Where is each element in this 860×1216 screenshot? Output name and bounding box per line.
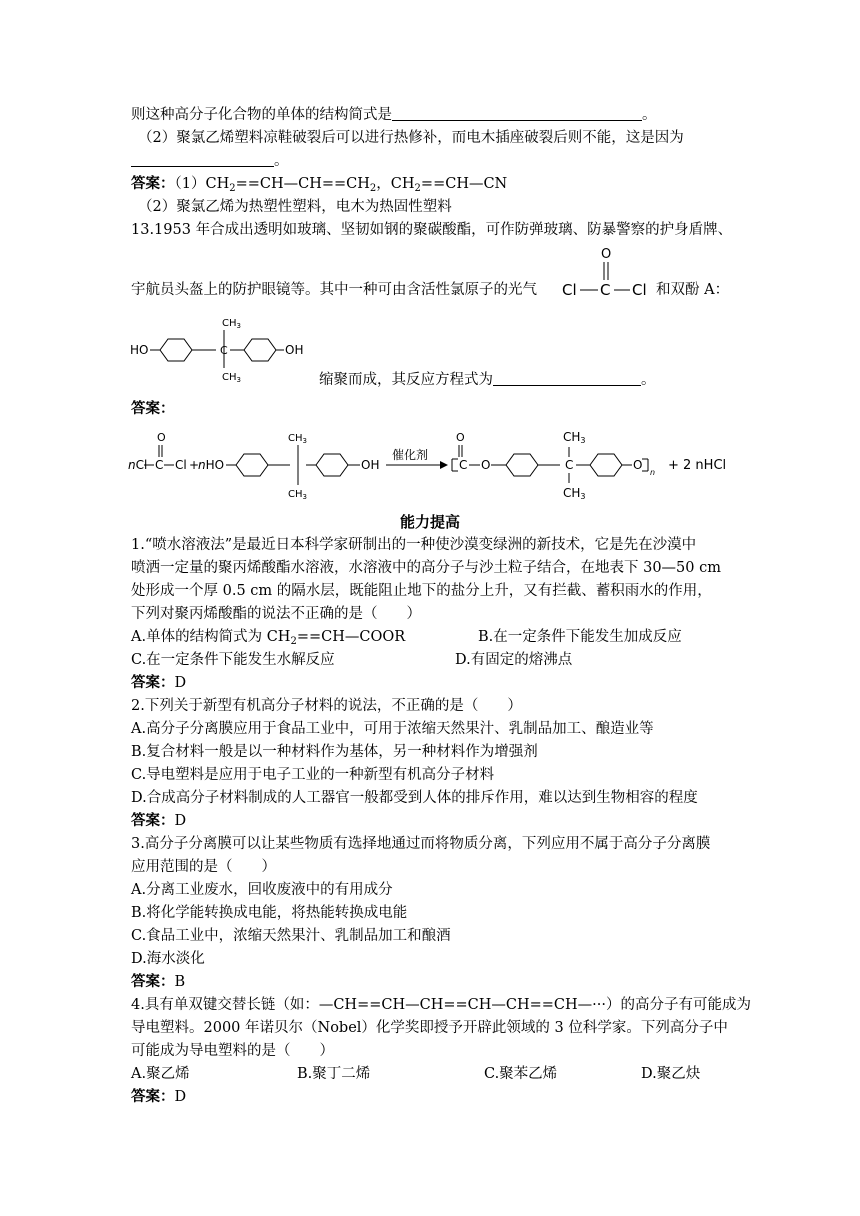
ch3-top: $CH_3$: [288, 433, 307, 445]
atom-ho: HO: [130, 343, 149, 357]
q13-answer-label: 答案：: [131, 400, 175, 417]
q4-option-b: B.聚丁二烯: [297, 1066, 371, 1082]
q2-option-c: C.导电塑料是应用于电子工业的一种新型有机高分子材料: [131, 767, 495, 783]
q1-answer: [131, 672, 186, 694]
atom-o: O: [157, 431, 166, 444]
q4-option-c: C.聚苯乙烯: [484, 1066, 558, 1082]
answer-blank: [392, 106, 642, 121]
benzene-ring: [590, 454, 622, 476]
q2-option-d: D.合成高分子材料制成的人工器官一般都受到人体的排斥作用，难以达到生物相容的程度: [131, 790, 698, 806]
atom-cl: Cl: [175, 458, 187, 472]
benzene-ring: [160, 339, 192, 361]
section-title: 能力提高: [399, 513, 460, 531]
atom-oh: OH: [285, 343, 304, 357]
benzene-ring: [316, 454, 348, 476]
q13-line3: [319, 369, 656, 391]
q4-line3: 可能成为导电塑料的是（ ）: [131, 1043, 334, 1059]
atom-o: O: [633, 458, 643, 472]
ans-seg: ==CH—CH==CH: [235, 176, 370, 192]
coef-n-ho: nHO: [198, 458, 225, 472]
opt-a-text: A.单体的结构简式为 CH: [131, 629, 291, 645]
q3-option-a: A.分离工业废水，回收废液中的有用成分: [131, 882, 393, 898]
q3-answer: [131, 971, 185, 993]
answer-label: 答案：: [131, 674, 175, 691]
q4-line1: 4.具有单双键交替长链（如：—CH==CH—CH==CH—CH==CH—···）的高分子有可能成为: [131, 997, 751, 1013]
q2-option-b: B.复合材料一般是以一种材料作为基体，另一种材料作为增强剂: [131, 744, 538, 760]
answer-label: 答案：: [131, 1088, 175, 1105]
plus-sign: +: [189, 458, 200, 472]
phosgene-structure: [560, 244, 660, 304]
q13-line3-end: 。: [641, 372, 656, 388]
atom-o: O: [481, 458, 491, 472]
q1-line2: 喷洒一定量的聚丙烯酸酯水溶液，水溶液中的高分子与沙土粒子结合，在地表下 30—50 cm: [131, 560, 721, 576]
q1-line4: 下列对聚丙烯酸酯的说法不正确的是（ ）: [131, 606, 421, 622]
atom-c: C: [565, 458, 574, 472]
benzene-ring: [506, 454, 538, 476]
q12-answer-line2: （2）聚氯乙烯为热塑性塑料，电木为热固性塑料: [138, 199, 452, 215]
q12-line3: [131, 150, 289, 172]
q4-line2: 导电塑料。2000 年诺贝尔（Nobel）化学奖即授予开辟此领域的 3 位科学家。下列高分子中: [131, 1020, 728, 1036]
q12-line1-text: 则这种高分子化合物的单体的结构简式是: [131, 107, 392, 123]
q1-option-b: B.在一定条件下能发生加成反应: [478, 629, 682, 645]
ch3-top: $CH_3$: [222, 318, 241, 330]
q12-line2: （2）聚氯乙烯塑料凉鞋破裂后可以进行热修补，而电木插座破裂后则不能，这是因为: [138, 130, 684, 146]
q12-line1-end: 。: [642, 107, 657, 123]
benzene-ring: [236, 454, 268, 476]
atom-oh: OH: [361, 458, 380, 472]
coef-n: nCl: [128, 458, 148, 472]
subscript: 2: [414, 183, 421, 194]
ch3-bottom: $CH_3$: [288, 489, 307, 501]
ch3-top: CH3: [563, 430, 586, 445]
q13-line2: [131, 279, 537, 301]
q3-line2: 应用范围的是（ ）: [131, 859, 276, 875]
q12-answer-line1: [131, 173, 507, 195]
answer-blank: [131, 152, 274, 167]
q13-line3-text: 缩聚而成，其反应方程式为: [319, 372, 493, 388]
ans-seg: ==CH—CN: [420, 176, 508, 192]
q4-option-a: A.聚乙烯: [131, 1066, 190, 1082]
atom-c: C: [155, 458, 164, 472]
subscript: 2: [229, 183, 236, 194]
q2-answer: [131, 810, 186, 832]
ch3-bottom: $CH_3$: [222, 372, 241, 384]
atom-c: C: [459, 458, 468, 472]
atom-cl: Cl: [632, 281, 647, 299]
q1-option-a: [131, 626, 405, 648]
atom-cl: Cl: [562, 281, 577, 299]
q12-line1: [131, 104, 657, 126]
polycarbonate-reaction-equation: [128, 425, 768, 505]
answer-label: 答案：: [131, 973, 175, 990]
opt-a-text: ==CH—COOR: [296, 629, 406, 645]
bisphenol-a-structure: [130, 310, 330, 390]
q13-line2-end: 和双酚 A：: [656, 282, 730, 298]
answer-label: 答案：: [131, 175, 175, 192]
answer-value: D: [174, 675, 187, 691]
q2-option-a: A.高分子分离膜应用于食品工业中，可用于浓缩天然果汁、乳制品加工、酿造业等: [131, 721, 654, 737]
q12-line3-end: 。: [274, 153, 289, 169]
hcl-product: + 2 nHCl: [668, 458, 727, 473]
q4-answer: [131, 1086, 186, 1108]
atom-o: O: [601, 247, 612, 262]
q13-line2-text: 宇航员头盔上的防护眼镜等。其中一种可由含活性氯原子的光气: [131, 282, 537, 298]
atom-c: C: [600, 281, 611, 299]
q1-option-c: C.在一定条件下能发生水解反应: [131, 652, 335, 668]
bracket-right: [642, 459, 648, 471]
arrow-head: [440, 461, 448, 469]
subscript: 2: [369, 183, 377, 194]
q3-line1: 3.高分子分离膜可以让某些物质有选择地通过而将物质分离，下列应用不属于高分子分离膜: [131, 836, 711, 852]
atom-c: C: [220, 344, 228, 357]
ch3-bottom: CH3: [563, 486, 586, 501]
q3-option-b: B.将化学能转换成电能，将热能转换成电能: [131, 905, 408, 921]
q1-line1: 1.“喷水溶液法”是最近日本科学家研制出的一种使沙漠变绿洲的新技术，它是先在沙漠中: [131, 537, 697, 553]
answer-value: B: [174, 974, 186, 990]
answer-value: D: [174, 1089, 187, 1105]
q2-stem: 2.下列关于新型有机高分子材料的说法，不正确的是（ ）: [131, 698, 522, 714]
q4-option-d: D.聚乙炔: [641, 1066, 701, 1082]
subscript-n: n: [650, 468, 656, 477]
q3-option-d: D.海水淡化: [131, 951, 205, 967]
answer-label: 答案：: [131, 812, 175, 829]
q3-option-c: C.食品工业中，浓缩天然果汁、乳制品加工和酿酒: [131, 928, 451, 944]
benzene-ring: [244, 339, 276, 361]
subscript: 2: [290, 636, 297, 647]
q1-option-d: D.有固定的熔沸点: [455, 652, 573, 668]
q13-line1: 13.1953 年合成出透明如玻璃、坚韧如钢的聚碳酸酯，可作防弹玻璃、防暴警察的护身盾牌、: [131, 222, 733, 238]
bracket-left: [452, 459, 458, 471]
catalyst-label: 催化剂: [392, 448, 429, 462]
atom-o: O: [456, 431, 465, 444]
answer-value: D: [174, 813, 187, 829]
ans-seg: ，CH: [376, 176, 415, 192]
ans-seg: （1）CH: [174, 176, 230, 192]
answer-blank: [493, 371, 641, 386]
q1-line3: 处形成一个厚 0.5 cm 的隔水层，既能阻止地下的盐分上升，又有拦截、蓄积雨水的作用，: [131, 583, 712, 599]
